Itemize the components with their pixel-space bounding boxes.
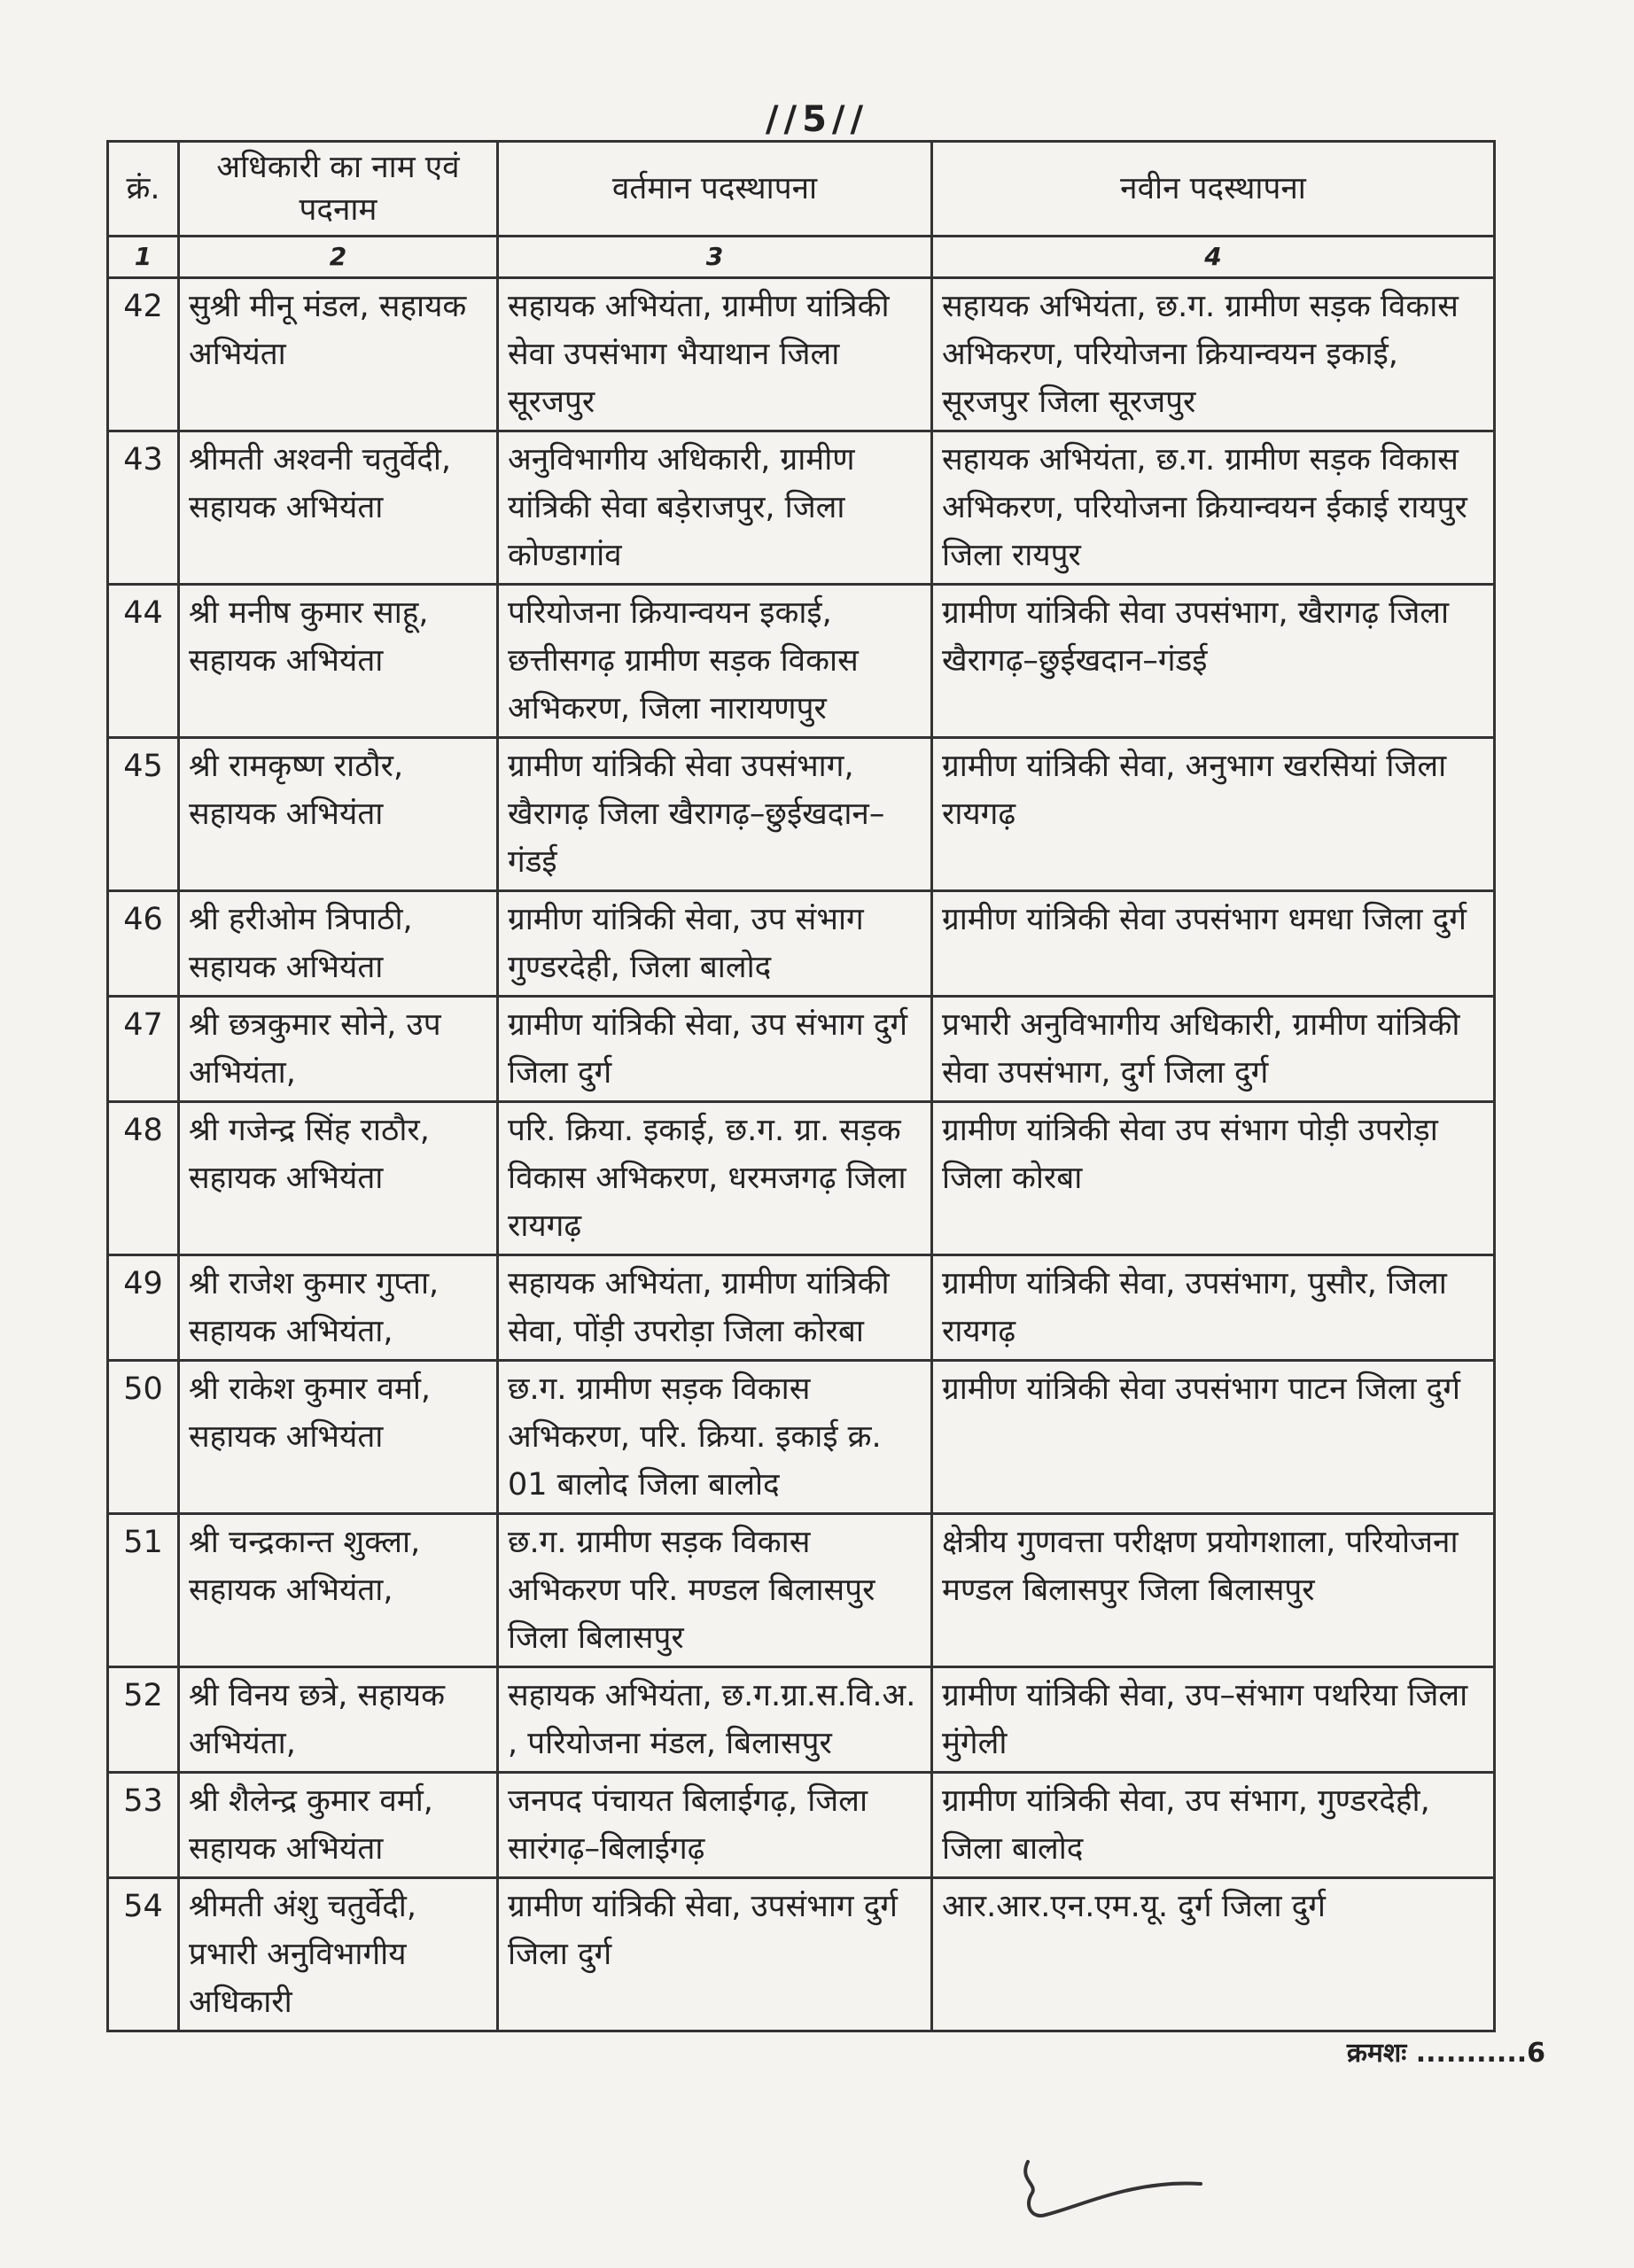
current-posting-cell: छ.ग. ग्रामीण सड़क विकास अभिकरण परि. मण्डल बिलासपुर जिला बिलासपुर	[498, 1514, 932, 1667]
officer-name-cell: श्री राकेश कुमार वर्मा, सहायक अभियंता	[179, 1361, 498, 1514]
header-serial: क्रं.	[108, 142, 179, 237]
serial-number-cell: 54	[108, 1878, 179, 2031]
serial-number-cell: 43	[108, 431, 179, 585]
current-posting-cell: परियोजना क्रियान्वयन इकाई, छत्तीसगढ़ ग्रामीण सड़क विकास अभिकरण, जिला नारायणपुर	[498, 585, 932, 738]
serial-number-cell: 52	[108, 1667, 179, 1773]
table-row	[108, 585, 1495, 738]
table-row	[108, 1361, 1495, 1514]
table-row	[108, 1878, 1495, 2031]
new-posting-cell: ग्रामीण यांत्रिकी सेवा, उप संभाग, गुण्डरदेही, जिला बालोद	[932, 1773, 1495, 1878]
table-row	[108, 891, 1495, 997]
officer-name-cell: श्री गजेन्द्र सिंह राठौर, सहायक अभियंता	[179, 1102, 498, 1255]
header-officer-name: अधिकारी का नाम एवं पदनाम	[179, 142, 498, 237]
header-row	[108, 142, 1495, 237]
new-posting-cell: क्षेत्रीय गुणवत्ता परीक्षण प्रयोगशाला, परियोजना मण्डल बिलासपुर जिला बिलासपुर	[932, 1514, 1495, 1667]
new-posting-cell: ग्रामीण यांत्रिकी सेवा, उपसंभाग, पुसौर, जिला रायगढ़	[932, 1255, 1495, 1361]
officer-name-cell: श्री रामकृष्ण राठौर, सहायक अभियंता	[179, 738, 498, 891]
column-number: 4	[932, 237, 1495, 278]
new-posting-cell: ग्रामीण यांत्रिकी सेवा उप संभाग पोड़ी उपरोड़ा जिला कोरबा	[932, 1102, 1495, 1255]
header-new-posting: नवीन पदस्थापना	[932, 142, 1495, 237]
serial-number-cell: 51	[108, 1514, 179, 1667]
column-number-row	[108, 237, 1495, 278]
page-number: //5//	[765, 99, 869, 140]
table-row	[108, 1667, 1495, 1773]
current-posting-cell: परि. क्रिया. इकाई, छ.ग. ग्रा. सड़क विकास अभिकरण, धरमजगढ़ जिला रायगढ़	[498, 1102, 932, 1255]
table-row	[108, 278, 1495, 431]
new-posting-cell: ग्रामीण यांत्रिकी सेवा, उप–संभाग पथरिया जिला मुंगेली	[932, 1667, 1495, 1773]
officer-name-cell: श्रीमती अश्वनी चतुर्वेदी, सहायक अभियंता	[179, 431, 498, 585]
current-posting-cell: सहायक अभियंता, छ.ग.ग्रा.स.वि.अ. , परियोजना मंडल, बिलासपुर	[498, 1667, 932, 1773]
continuation-note: क्रमशः ...........6	[1346, 2038, 1545, 2069]
officer-name-cell: श्री हरीओम त्रिपाठी, सहायक अभियंता	[179, 891, 498, 997]
new-posting-cell: ग्रामीण यांत्रिकी सेवा उपसंभाग धमधा जिला दुर्ग	[932, 891, 1495, 997]
table-row	[108, 1773, 1495, 1878]
new-posting-cell: आर.आर.एन.एम.यू. दुर्ग जिला दुर्ग	[932, 1878, 1495, 2031]
officer-name-cell: श्री शैलेन्द्र कुमार वर्मा, सहायक अभियंता	[179, 1773, 498, 1878]
officer-name-cell: श्री चन्द्रकान्त शुक्ला, सहायक अभियंता,	[179, 1514, 498, 1667]
current-posting-cell: सहायक अभियंता, ग्रामीण यांत्रिकी सेवा, पोंड़ी उपरोड़ा जिला कोरबा	[498, 1255, 932, 1361]
header-current-posting: वर्तमान पदस्थापना	[498, 142, 932, 237]
officer-name-cell: श्री मनीष कुमार साहू, सहायक अभियंता	[179, 585, 498, 738]
column-number: 2	[179, 237, 498, 278]
new-posting-cell: ग्रामीण यांत्रिकी सेवा, अनुभाग खरसियां जिला रायगढ़	[932, 738, 1495, 891]
new-posting-cell: सहायक अभियंता, छ.ग. ग्रामीण सड़क विकास अभिकरण, परियोजना क्रियान्वयन इकाई, सूरजपुर जिला सूरजपुर	[932, 278, 1495, 431]
officer-name-cell: श्री राजेश कुमार गुप्ता, सहायक अभियंता,	[179, 1255, 498, 1361]
current-posting-cell: सहायक अभियंता, ग्रामीण यांत्रिकी सेवा उपसंभाग भैयाथान जिला सूरजपुर	[498, 278, 932, 431]
table-row	[108, 431, 1495, 585]
new-posting-cell: ग्रामीण यांत्रिकी सेवा उपसंभाग पाटन जिला दुर्ग	[932, 1361, 1495, 1514]
current-posting-cell: ग्रामीण यांत्रिकी सेवा उपसंभाग, खैरागढ़ जिला खैरागढ़–छुईखदान–गंडई	[498, 738, 932, 891]
column-number: 1	[108, 237, 179, 278]
officer-name-cell: सुश्री मीनू मंडल, सहायक अभियंता	[179, 278, 498, 431]
current-posting-cell: ग्रामीण यांत्रिकी सेवा, उप संभाग गुण्डरदेही, जिला बालोद	[498, 891, 932, 997]
serial-number-cell: 53	[108, 1773, 179, 1878]
serial-number-cell: 47	[108, 997, 179, 1102]
serial-number-cell: 50	[108, 1361, 179, 1514]
current-posting-cell: ग्रामीण यांत्रिकी सेवा, उप संभाग दुर्ग जिला दुर्ग	[498, 997, 932, 1102]
serial-number-cell: 42	[108, 278, 179, 431]
serial-number-cell: 44	[108, 585, 179, 738]
signature	[1010, 2144, 1223, 2241]
serial-number-cell: 48	[108, 1102, 179, 1255]
table-row	[108, 1102, 1495, 1255]
table-row	[108, 738, 1495, 891]
current-posting-cell: जनपद पंचायत बिलाईगढ़, जिला सारंगढ़–बिलाईगढ़	[498, 1773, 932, 1878]
new-posting-cell: प्रभारी अनुविभागीय अधिकारी, ग्रामीण यांत्रिकी सेवा उपसंभाग, दुर्ग जिला दुर्ग	[932, 997, 1495, 1102]
table-row	[108, 1255, 1495, 1361]
table-row	[108, 997, 1495, 1102]
serial-number-cell: 45	[108, 738, 179, 891]
current-posting-cell: ग्रामीण यांत्रिकी सेवा, उपसंभाग दुर्ग जिला दुर्ग	[498, 1878, 932, 2031]
serial-number-cell: 49	[108, 1255, 179, 1361]
officer-name-cell: श्रीमती अंशु चतुर्वेदी, प्रभारी अनुविभागीय अधिकारी	[179, 1878, 498, 2031]
officer-name-cell: श्री विनय छत्रे, सहायक अभियंता,	[179, 1667, 498, 1773]
current-posting-cell: छ.ग. ग्रामीण सड़क विकास अभिकरण, परि. क्रिया. इकाई क्र. 01 बालोद जिला बालोद	[498, 1361, 932, 1514]
table-row	[108, 1514, 1495, 1667]
officer-name-cell: श्री छत्रकुमार सोने, उप अभियंता,	[179, 997, 498, 1102]
new-posting-cell: सहायक अभियंता, छ.ग. ग्रामीण सड़क विकास अभिकरण, परियोजना क्रियान्वयन ईकाई रायपुर जिला रायपुर	[932, 431, 1495, 585]
current-posting-cell: अनुविभागीय अधिकारी, ग्रामीण यांत्रिकी सेवा बड़ेराजपुर, जिला कोण्डागांव	[498, 431, 932, 585]
serial-number-cell: 46	[108, 891, 179, 997]
postings-table	[106, 140, 1496, 2032]
column-number: 3	[498, 237, 932, 278]
new-posting-cell: ग्रामीण यांत्रिकी सेवा उपसंभाग, खैरागढ़ जिला खैरागढ़–छुईखदान–गंडई	[932, 585, 1495, 738]
